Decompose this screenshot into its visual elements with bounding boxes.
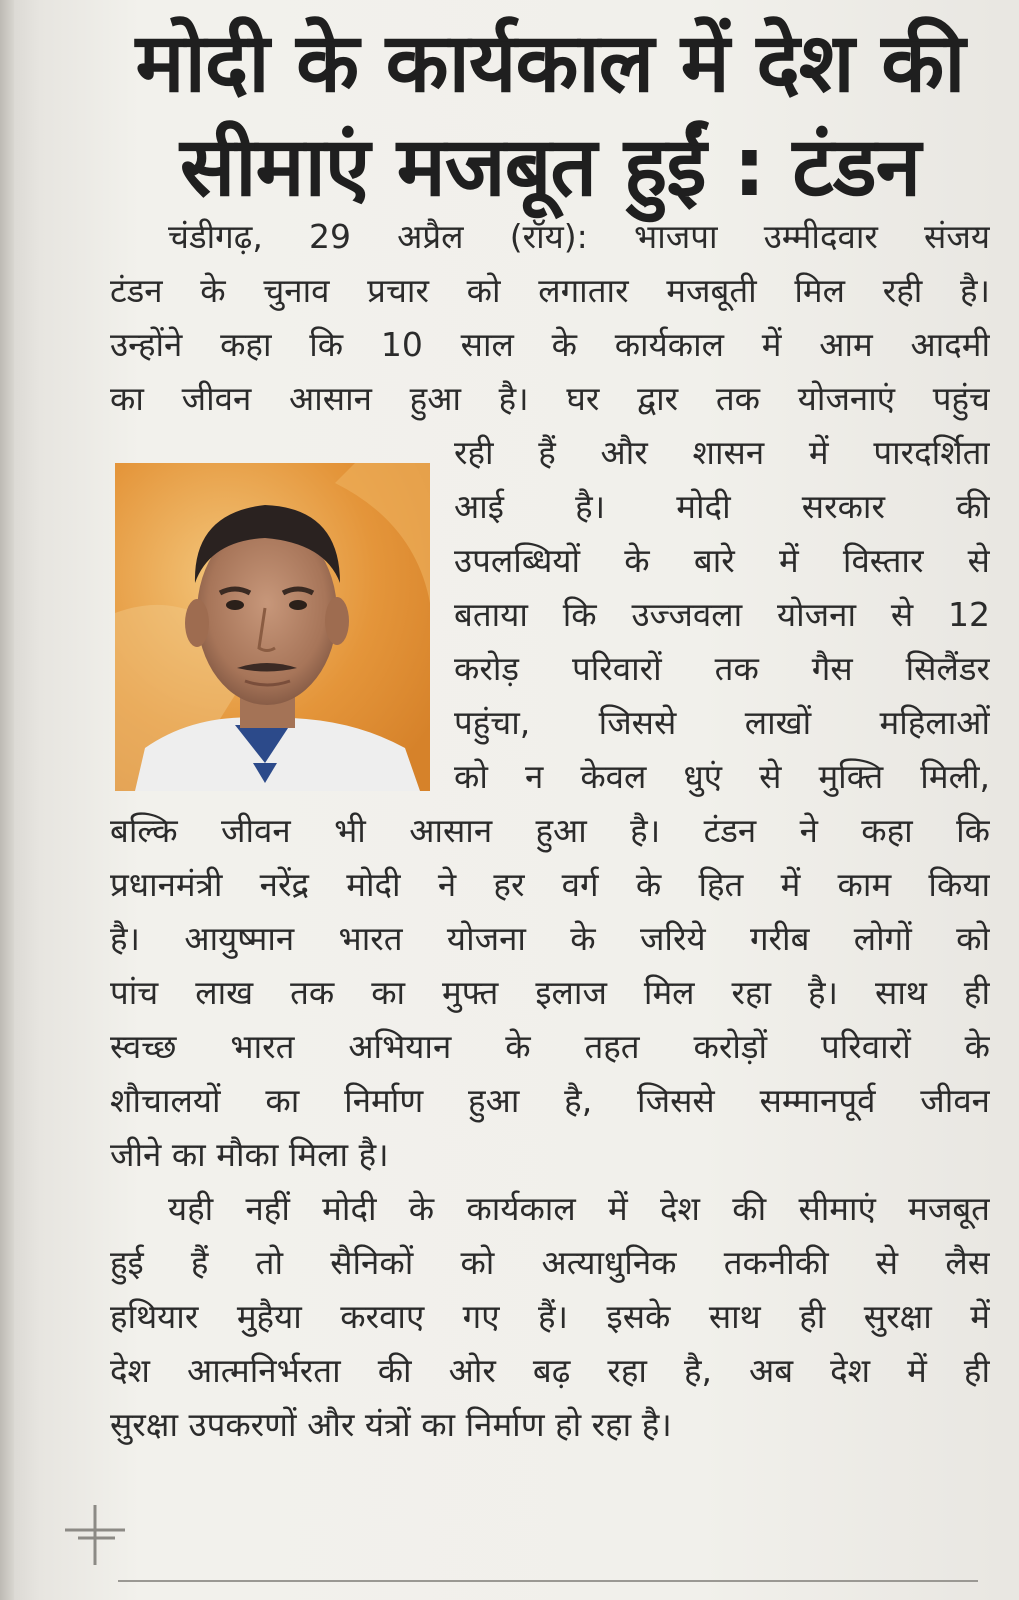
article-line: करोड़ परिवारों तक गैस सिलैंडर [454,649,990,688]
article-line: रही हैं और शासन में पारदर्शिता [454,433,990,472]
article-line: उन्होंने कहा कि 10 साल के कार्यकाल में आम आदमी [110,325,990,364]
article-line: बल्कि जीवन भी आसान हुआ है। टंडन ने कहा कि [110,811,990,850]
article-line: टंडन के चुनाव प्रचार को लगातार मजबूती मिल रही है। [110,271,990,310]
article-line: उपलब्धियों के बारे में विस्तार से [454,541,990,580]
article-body [110,210,990,1452]
article-line: हथियार मुहैया करवाए गए हैं। इसके साथ ही सुरक्षा में [110,1297,990,1336]
article-line: आई है। मोदी सरकार की [454,487,990,526]
article-line: प्रधानमंत्री नरेंद्र मोदी ने हर वर्ग के हित में काम किया [110,865,990,904]
article-line: पांच लाख तक का मुफ्त इलाज मिल रहा है। साथ ही [110,973,990,1012]
article-line: हुई हैं तो सैनिकों को अत्याधुनिक तकनीकी से लैस [110,1243,990,1282]
article-line: है। आयुष्मान भारत योजना के जरिये गरीब लोगों को [110,919,990,958]
article-line: यही नहीं मोदी के कार्यकाल में देश की सीमाएं मजबूत [168,1189,990,1228]
headline-line-2: सीमाएं मजबूत हुईं : टंडन [179,120,921,215]
bottom-rule [118,1580,978,1582]
headline-line-1: मोदी के कार्यकाल में देश की [135,16,965,111]
article-line: देश आत्मनिर्भरता की ओर बढ़ रहा है, अब देश में ही [110,1351,990,1390]
article-line: स्वच्छ भारत अभियान के तहत करोड़ों परिवारों के [110,1027,990,1066]
article-line: सुरक्षा उपकरणों और यंत्रों का निर्माण हो रहा है। [110,1405,672,1444]
page-edge-shadow [0,0,14,1600]
headline [110,12,990,220]
article-line: पहुंचा, जिससे लाखों महिलाओं [454,703,990,742]
article-line: जीने का मौका मिला है। [110,1135,389,1174]
article-line: को न केवल धुएं से मुक्ति मिली, [454,757,990,796]
article-line: का जीवन आसान हुआ है। घर द्वार तक योजनाएं पहुंच [110,379,990,418]
crop-mark-icon [60,1500,130,1570]
article-line: शौचालयों का निर्माण हुआ है, जिससे सम्मानपूर्व जीवन [110,1081,990,1120]
article-line: चंडीगढ़, 29 अप्रैल (रॉय): भाजपा उम्मीदवार संजय [168,217,990,256]
article-line: बताया कि उज्जवला योजना से 12 [454,595,990,634]
